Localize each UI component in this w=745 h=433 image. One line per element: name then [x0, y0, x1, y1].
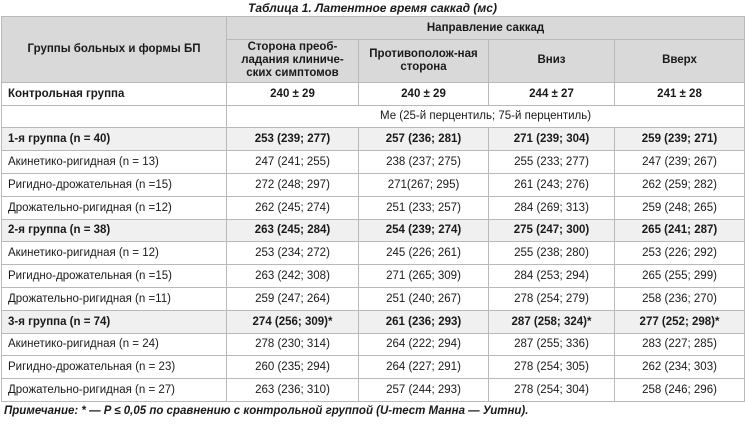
header-row-top	[2, 17, 745, 40]
group-row	[2, 219, 745, 242]
group-label: 2-я группа (n = 38)	[2, 219, 227, 242]
row-label: Акинетико-ригидная (n = 13)	[2, 151, 227, 174]
cell-value: 240 ± 29	[227, 82, 359, 105]
saccade-latency-table	[1, 16, 745, 402]
column-header: Противополож-ная сторона	[359, 39, 489, 82]
column-header: Сторона преоб-ладания клиниче-ских симптомов	[227, 39, 359, 82]
cell-value: 264 (222; 294)	[359, 333, 489, 356]
subgroup-row	[2, 151, 745, 174]
cell-value: 255 (238; 280)	[489, 242, 615, 265]
table-caption: Таблица 1. Латентное время саккад (мс)	[248, 1, 497, 15]
cell-value: 253 (226; 292)	[615, 242, 745, 265]
cell-value: 245 (226; 261)	[359, 242, 489, 265]
cell-value: 257 (236; 281)	[359, 128, 489, 151]
cell-value: 261 (236; 293)	[359, 310, 489, 333]
row-label: Ригидно-дрожательная (n = 23)	[2, 356, 227, 379]
subgroup-row	[2, 242, 745, 265]
cell-value: 271(267; 295)	[359, 173, 489, 196]
cell-value: 238 (237; 275)	[359, 151, 489, 174]
cell-value: 259 (248; 265)	[615, 196, 745, 219]
cell-value: 287 (255; 336)	[489, 333, 615, 356]
cell-value: 261 (243; 276)	[489, 173, 615, 196]
group-row	[2, 310, 745, 333]
cell-value: 264 (227; 291)	[359, 356, 489, 379]
cell-value: 247 (239; 267)	[615, 151, 745, 174]
direction-header: Направление саккад	[227, 17, 745, 40]
median-note-row	[2, 105, 745, 128]
cell-value: 254 (239; 274)	[359, 219, 489, 242]
cell-value: 260 (235; 294)	[227, 356, 359, 379]
cell-value: 271 (239; 304)	[489, 128, 615, 151]
cell-value: 277 (252; 298)*	[615, 310, 745, 333]
cell-value: 265 (241; 287)	[615, 219, 745, 242]
subgroup-row	[2, 265, 745, 288]
cell-value: 255 (233; 277)	[489, 151, 615, 174]
subgroup-row	[2, 333, 745, 356]
cell-value: 265 (255; 299)	[615, 265, 745, 288]
subgroup-row	[2, 287, 745, 310]
subgroup-row	[2, 356, 745, 379]
empty-cell	[2, 105, 227, 128]
cell-value: 244 ± 27	[489, 82, 615, 105]
cell-value: 258 (236; 270)	[615, 287, 745, 310]
row-label: Акинетико-ригидная (n = 24)	[2, 333, 227, 356]
cell-value: 263 (242; 308)	[227, 265, 359, 288]
row-label: Дрожательно-ригидная (n = 27)	[2, 379, 227, 402]
row-label: Акинетико-ригидная (n = 12)	[2, 242, 227, 265]
cell-value: 262 (234; 303)	[615, 356, 745, 379]
group-label: 3-я группа (n = 74)	[2, 310, 227, 333]
cell-value: 253 (239; 277)	[227, 128, 359, 151]
column-header: Вверх	[615, 39, 745, 82]
cell-value: 263 (245; 284)	[227, 219, 359, 242]
cell-value: 278 (254; 304)	[489, 379, 615, 402]
cell-value: 272 (248; 297)	[227, 173, 359, 196]
group-label: 1-я группа (n = 40)	[2, 128, 227, 151]
cell-value: 259 (239; 271)	[615, 128, 745, 151]
table-footnote: Примечание: * — P ≤ 0,05 по сравнению с контрольной группой (U-тест Манна — Уитни).	[4, 404, 529, 417]
cell-value: 284 (269; 313)	[489, 196, 615, 219]
column-header: Вниз	[489, 39, 615, 82]
cell-value: 258 (246; 296)	[615, 379, 745, 402]
cell-value: 287 (258; 324)*	[489, 310, 615, 333]
cell-value: 241 ± 28	[615, 82, 745, 105]
row-label: Ригидно-дрожательная (n =15)	[2, 173, 227, 196]
cell-value: 262 (259; 282)	[615, 173, 745, 196]
cell-value: 247 (241; 255)	[227, 151, 359, 174]
cell-value: 278 (254; 305)	[489, 356, 615, 379]
median-note: Ме (25-й перцентиль; 75-й перцентиль)	[227, 105, 745, 128]
cell-value: 263 (236; 310)	[227, 379, 359, 402]
cell-value: 275 (247; 300)	[489, 219, 615, 242]
row-label: Ригидно-дрожательная (n =15)	[2, 265, 227, 288]
cell-value: 262 (245; 274)	[227, 196, 359, 219]
cell-value: 257 (244; 293)	[359, 379, 489, 402]
cell-value: 259 (247; 264)	[227, 287, 359, 310]
cell-value: 283 (227; 285)	[615, 333, 745, 356]
cell-value: 253 (234; 272)	[227, 242, 359, 265]
cell-value: 274 (256; 309)*	[227, 310, 359, 333]
control-row	[2, 82, 745, 105]
cell-value: 284 (253; 294)	[489, 265, 615, 288]
row-label: Дрожательно-ригидная (n =11)	[2, 287, 227, 310]
group-row	[2, 128, 745, 151]
cell-value: 278 (254; 279)	[489, 287, 615, 310]
cell-value: 240 ± 29	[359, 82, 489, 105]
cell-value: 251 (240; 267)	[359, 287, 489, 310]
subgroup-row	[2, 379, 745, 402]
cell-value: 251 (233; 257)	[359, 196, 489, 219]
subgroup-row	[2, 173, 745, 196]
cell-value: 271 (265; 309)	[359, 265, 489, 288]
cell-value: 278 (230; 314)	[227, 333, 359, 356]
row-label: Дрожательно-ригидная (n =12)	[2, 196, 227, 219]
row-label: Контрольная группа	[2, 82, 227, 105]
subgroup-row	[2, 196, 745, 219]
groups-header: Группы больных и формы БП	[2, 17, 227, 83]
